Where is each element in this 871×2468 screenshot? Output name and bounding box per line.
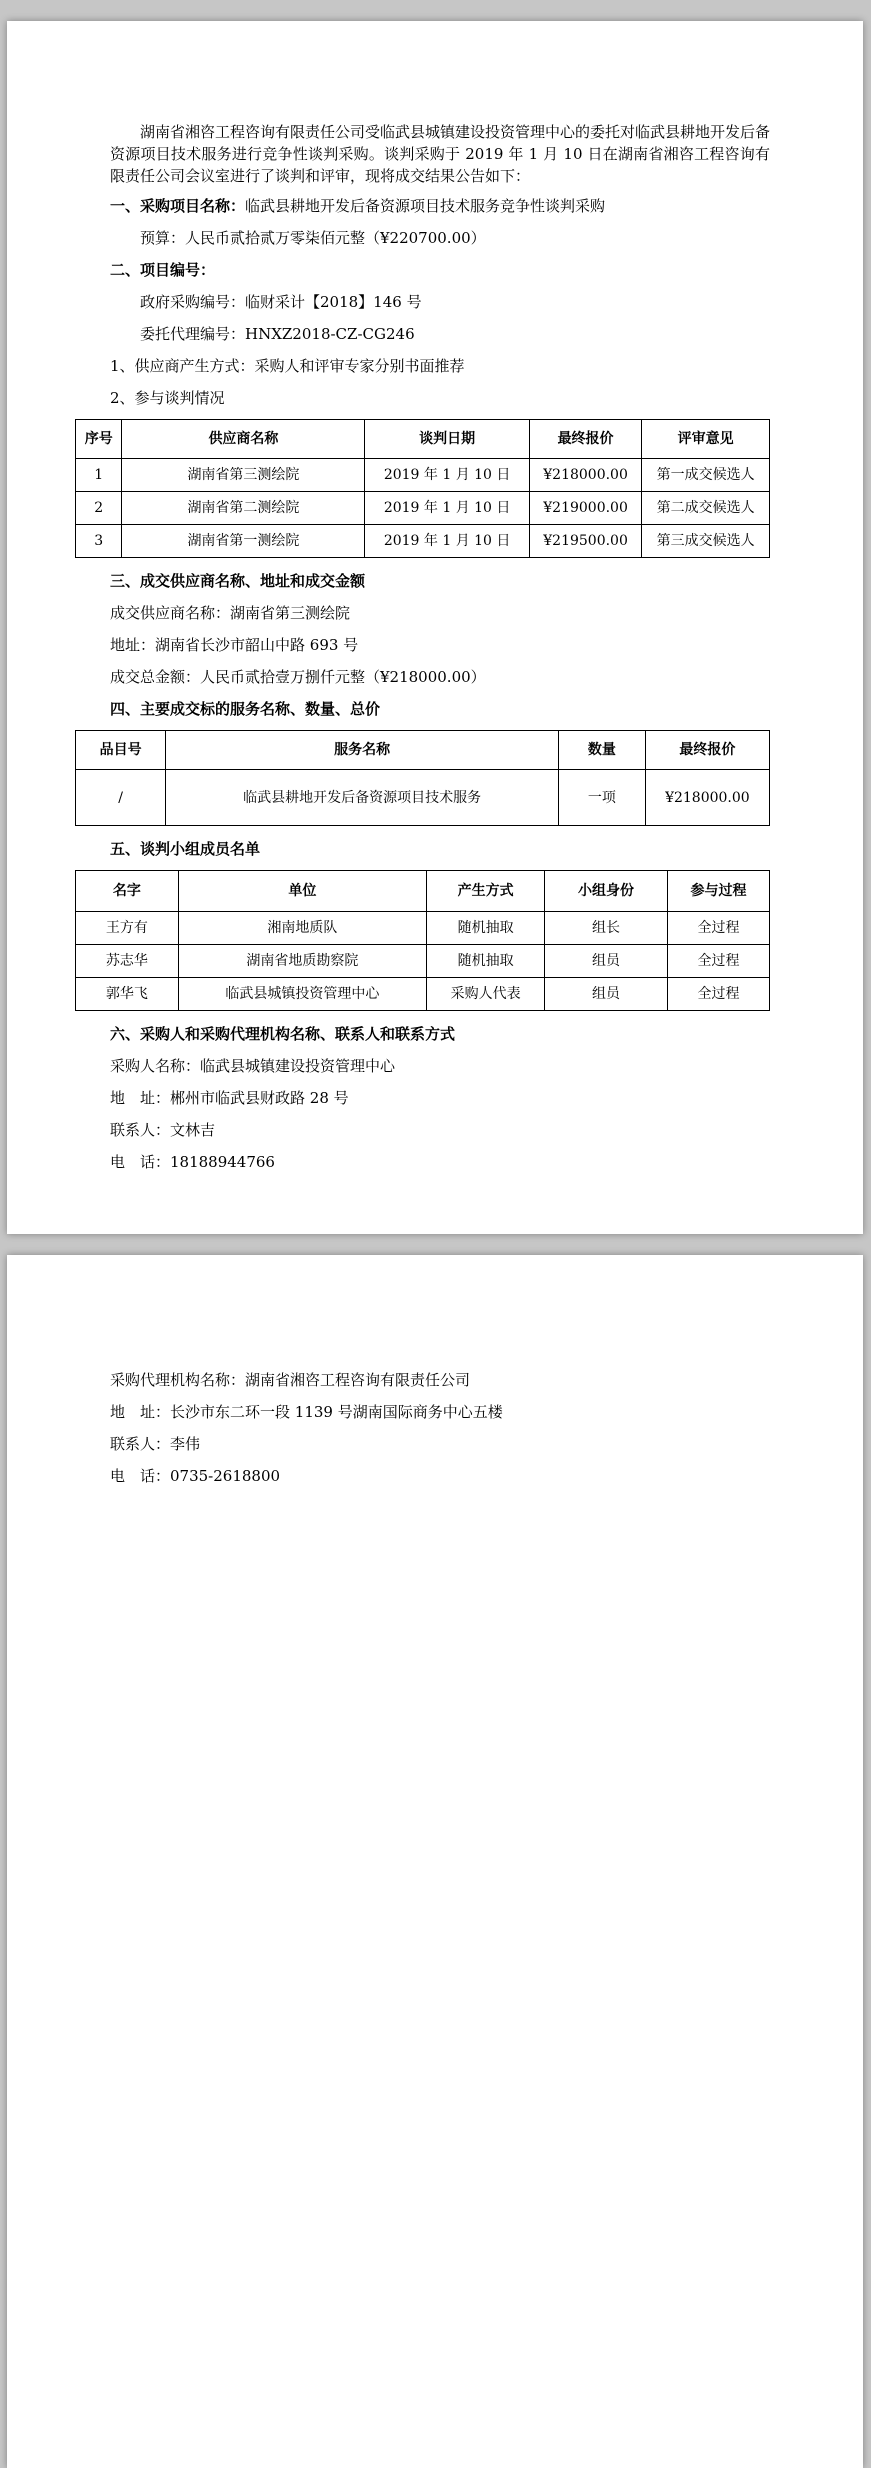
table-row [76,912,770,945]
section-6-label: 六、采购人和采购代理机构名称、联系人和联系方式 [110,1025,456,1043]
table-cell: 临武县耕地开发后备资源项目技术服务 [166,770,559,826]
table-cell: 湖南省第三测绘院 [122,459,365,492]
column-header: 最终报价 [645,731,769,770]
table-cell: 湘南地质队 [178,912,426,945]
table-cell: ¥218000.00 [529,459,641,492]
table-cell: ¥219000.00 [529,492,641,525]
table-cell: 1 [76,459,122,492]
column-header: 服务名称 [166,731,559,770]
agency-name-line: 采购代理机构名称：湖南省湘咨工程咨询有限责任公司 [110,1371,471,1389]
total-amount-line: 成交总金额：人民币贰拾壹万捌仟元整（¥218000.00） [110,668,486,686]
winning-supplier-line: 成交供应商名称：湖南省第三测绘院 [110,604,351,622]
document-page-2 [7,1255,863,2468]
table-cell: 第二成交候选人 [642,492,770,525]
table-cell: 临武县城镇投资管理中心 [178,978,426,1011]
section-1-heading [110,195,770,217]
column-header: 供应商名称 [122,420,365,459]
purchaser-phone-line: 电 话：18188944766 [110,1153,275,1171]
column-header: 产生方式 [427,871,545,912]
column-header: 品目号 [76,731,166,770]
page-1-content [7,21,863,1173]
table-row [76,945,770,978]
agency-reference-number: 委托代理编号：HNXZ2018-CZ-CG246 [140,325,415,343]
column-header: 名字 [76,871,179,912]
table-cell: 2 [76,492,122,525]
negotiation-table [75,419,770,558]
purchaser-name-line: 采购人名称：临武县城镇建设投资管理中心 [110,1057,396,1075]
table-cell: 第一成交候选人 [642,459,770,492]
table-row [76,525,770,558]
table-cell: 王方有 [76,912,179,945]
table-cell: 2019 年 1 月 10 日 [365,459,529,492]
table-cell: 郭华飞 [76,978,179,1011]
section-5-label: 五、谈判小组成员名单 [110,840,261,858]
table-cell: 组员 [545,978,668,1011]
section-2-heading [110,259,770,281]
table-cell: 全过程 [667,945,769,978]
table-row [76,459,770,492]
section-3-label: 三、成交供应商名称、地址和成交金额 [110,572,366,590]
section-4-heading [110,698,770,720]
table-cell: 全过程 [667,978,769,1011]
section-1-label: 一、采购项目名称： [110,197,246,215]
table-header-row [76,731,770,770]
table-cell: 2019 年 1 月 10 日 [365,525,529,558]
section-3-heading [110,570,770,592]
column-header: 最终报价 [529,420,641,459]
table-cell: 采购人代表 [427,978,545,1011]
purchaser-contact-line: 联系人：文林吉 [110,1121,216,1139]
table-cell: 组长 [545,912,668,945]
column-header: 序号 [76,420,122,459]
table-header-row [76,420,770,459]
gov-procurement-number: 政府采购编号：临财采计【2018】146 号 [140,293,422,311]
agency-contact-line: 联系人：李伟 [110,1435,201,1453]
table-cell: 第三成交候选人 [642,525,770,558]
document-page-1 [7,21,863,1234]
table-cell: 湖南省地质勘察院 [178,945,426,978]
section-1-value: 临武县耕地开发后备资源项目技术服务竞争性谈判采购 [245,197,606,215]
table-cell: ¥219500.00 [529,525,641,558]
table-row [76,978,770,1011]
table-cell: 苏志华 [76,945,179,978]
section-6-heading [110,1023,770,1045]
agency-address-line: 地 址：长沙市东二环一段 1139 号湖南国际商务中心五楼 [110,1403,503,1421]
section-5-heading [110,838,770,860]
column-header: 评审意见 [642,420,770,459]
column-header: 单位 [178,871,426,912]
section-2-label: 二、项目编号： [110,261,216,279]
intro-paragraph: 湖南省湘咨工程咨询有限责任公司受临武县城镇建设投资管理中心的委托对临武县耕地开发后备资源项目技术服务进行竞争性谈判采购。谈判采购于 2019 年 1 月 10 日在湖南省湘咨工程咨询有限责任公司会议室进行了谈判和评审，现将成交结果公告如下： [110,123,771,185]
table-cell: / [76,770,166,826]
column-header: 谈判日期 [365,420,529,459]
section-4-label: 四、主要成交标的服务名称、数量、总价 [110,700,381,718]
supplier-address-line: 地址：湖南省长沙市韶山中路 693 号 [110,636,359,654]
panel-table [75,870,770,1011]
table-cell: 湖南省第一测绘院 [122,525,365,558]
table-cell: 3 [76,525,122,558]
table-cell: 组员 [545,945,668,978]
table-cell: 一项 [559,770,646,826]
column-header: 小组身份 [545,871,668,912]
table-cell: ¥218000.00 [645,770,769,826]
purchaser-address-line: 地 址：郴州市临武县财政路 28 号 [110,1089,349,1107]
page-2-content [7,1255,863,1487]
supplier-origin-line: 1、供应商产生方式：采购人和评审专家分别书面推荐 [110,357,465,375]
table-cell: 随机抽取 [427,945,545,978]
negotiation-participation-line: 2、参与谈判情况 [110,389,225,407]
table-cell: 随机抽取 [427,912,545,945]
table-cell: 全过程 [667,912,769,945]
table-row [76,492,770,525]
table-cell: 2019 年 1 月 10 日 [365,492,529,525]
column-header: 数量 [559,731,646,770]
agency-phone-line: 电 话：0735-2618800 [110,1467,281,1485]
column-header: 参与过程 [667,871,769,912]
table-cell: 湖南省第二测绘院 [122,492,365,525]
award-table [75,730,770,826]
table-header-row [76,871,770,912]
table-row [76,770,770,826]
budget-line: 预算：人民币贰拾贰万零柒佰元整（¥220700.00） [140,229,486,247]
